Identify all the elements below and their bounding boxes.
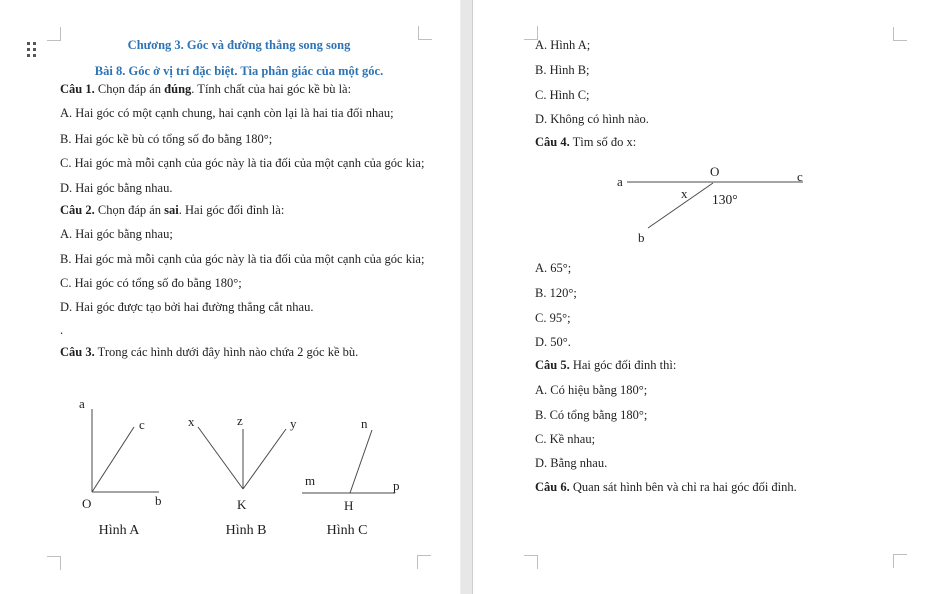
question-5-text: Hai góc đối đỉnh thì: [569, 358, 677, 372]
figB-caption: Hình B [225, 523, 267, 538]
question-4-figure [610, 160, 835, 255]
q4-option-b: B. 120°; [535, 286, 577, 300]
q3-answer-d: D. Không có hình nào. [535, 112, 649, 126]
q5-option-a: A. Có hiệu bằng 180°; [535, 383, 648, 397]
question-4-label: Câu 4. [535, 135, 570, 149]
question-4-text: Tìm số đo x: [569, 135, 637, 149]
q4-option-a: A. 65°; [535, 261, 572, 275]
q5-option-b: B. Có tổng bằng 180°; [535, 408, 648, 422]
figA-ray-c-label: c [139, 417, 145, 432]
question-3-label: Câu 3. [60, 345, 95, 359]
drag-handle-icon[interactable] [27, 42, 36, 57]
figB-vertex-label: K [237, 497, 247, 512]
q1-option-b: B. Hai góc kề bù có tổng số đo bằng 180°; [60, 132, 273, 146]
fig4-angle-x-label: x [681, 186, 688, 201]
figC-ray-m-label: m [305, 473, 316, 488]
lesson-title: Bài 8. Góc ở vị trí đặc biệt. Tia phân giác của một góc. [94, 64, 384, 78]
question-2-stem [60, 202, 284, 218]
crop-mark-page1-top-right [418, 26, 432, 40]
question-3-figures [60, 393, 420, 543]
fig4-point-b-label: b [638, 230, 645, 245]
question-6-label: Câu 6. [535, 480, 570, 494]
question-1-text: Chọn đáp án [94, 82, 165, 96]
crop-mark-page1-bottom-left [47, 556, 61, 570]
question-2-text-2: . Hai góc đối đỉnh là: [178, 203, 285, 217]
q4-option-d: D. 50°. [535, 335, 571, 349]
crop-mark-page2-bottom-right [893, 554, 907, 568]
figA-ray-a-label: a [79, 396, 85, 411]
question-3-text: Trong các hình dưới đây hình nào chứa 2 góc kề bù. [94, 345, 359, 359]
question-2-emphasis: sai [164, 203, 179, 217]
q3-answer-a: A. Hình A; [535, 38, 591, 52]
question-1-text-2: . Tính chất của hai góc kề bù là: [191, 82, 352, 96]
q2-option-d: D. Hai góc được tạo bởi hai đường thẳng cắt nhau. [60, 300, 314, 314]
fig4-angle-130-label: 130° [712, 192, 738, 207]
q4-option-c: C. 95°; [535, 311, 571, 325]
q1-option-a: A. Hai góc có một cạnh chung, hai cạnh còn lại là hai tia đối nhau; [60, 106, 394, 120]
q2-option-b: B. Hai góc mà mỗi cạnh của góc này là tia đối của một cạnh của góc kia; [60, 252, 425, 266]
figA-vertex-label: O [82, 496, 92, 511]
crop-mark-page1-top-left [47, 27, 61, 41]
crop-mark-page1-bottom-right [417, 555, 431, 569]
question-2-text: Chọn đáp án [94, 203, 165, 217]
question-5-label: Câu 5. [535, 358, 570, 372]
question-1-stem [60, 81, 351, 97]
figC-ray-n-label: n [361, 416, 368, 431]
figA-caption: Hình A [98, 523, 140, 538]
q1-option-c: C. Hai góc mà mỗi cạnh của góc này là tia đối của một cạnh của góc kia; [60, 156, 425, 170]
figC-caption: Hình C [326, 523, 368, 538]
crop-mark-page2-bottom-left [524, 555, 538, 569]
question-6-text: Quan sát hình bên và chỉ ra hai góc đối đỉnh. [569, 480, 797, 494]
fig4-point-a-label: a [617, 174, 623, 189]
question-5-stem [535, 357, 676, 373]
stray-dot-paragraph: . [60, 323, 64, 337]
question-4-stem [535, 134, 636, 150]
question-6-stem [535, 479, 797, 495]
fig4-point-O-label: O [710, 164, 720, 179]
figA-ray-b-label: b [155, 493, 162, 508]
q3-answer-c: C. Hình C; [535, 88, 590, 102]
q1-option-d: D. Hai góc bằng nhau. [60, 181, 173, 195]
question-1-emphasis: đúng [164, 82, 192, 96]
figB-ray-z-label: z [237, 413, 243, 428]
q5-option-d: D. Bằng nhau. [535, 456, 608, 470]
figB-ray-y-label: y [290, 416, 297, 431]
q2-option-a: A. Hai góc bằng nhau; [60, 227, 173, 241]
q3-answer-b: B. Hình B; [535, 63, 590, 77]
figC-vertex-label: H [344, 498, 354, 513]
q5-option-c: C. Kề nhau; [535, 432, 596, 446]
question-2-label: Câu 2. [60, 203, 95, 217]
page-gap-divider [460, 0, 473, 594]
chapter-title: Chương 3. Góc và đường thẳng song song [127, 38, 351, 52]
figC-ray-p-label: p [393, 478, 400, 493]
fig4-point-c-label: c [797, 169, 803, 184]
figB-ray-x-label: x [188, 414, 195, 429]
question-1-label: Câu 1. [60, 82, 95, 96]
question-3-stem [60, 344, 358, 360]
crop-mark-page2-top-right [893, 27, 907, 41]
q2-option-c: C. Hai góc có tổng số đo bằng 180°; [60, 276, 242, 290]
